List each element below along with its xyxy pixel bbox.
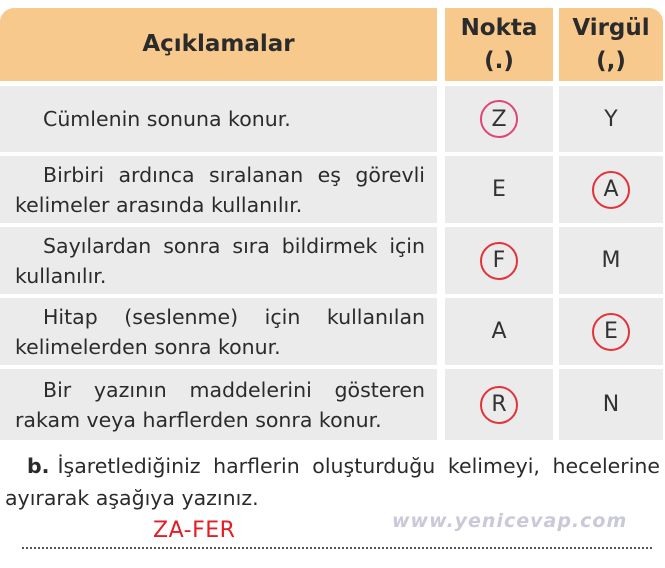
- row-comma-cell[interactable]: [559, 156, 663, 223]
- header-comma-symbol: (,): [596, 47, 626, 74]
- header-comma: [559, 8, 663, 81]
- period-letter-circled[interactable]: F: [480, 242, 518, 280]
- period-letter[interactable]: A: [491, 319, 507, 344]
- row-comma-cell[interactable]: [559, 369, 663, 440]
- handwritten-answer[interactable]: ZA-FER: [153, 518, 236, 543]
- row-comma-cell[interactable]: [559, 298, 663, 365]
- table-row: [0, 86, 665, 152]
- question-b-label: b.: [27, 454, 50, 478]
- row-period-cell[interactable]: [445, 369, 553, 440]
- period-letter-circled[interactable]: R: [480, 386, 518, 424]
- row-description: [0, 156, 437, 223]
- header-description-label: Açıklamalar: [142, 31, 295, 57]
- question-b: [5, 450, 660, 514]
- table-row: [0, 369, 665, 440]
- table-header: [0, 8, 665, 81]
- row-description-text: Birbiri ardınca sıralanan eş görevli kelimeler arasında kullanılır.: [15, 162, 425, 217]
- row-period-cell[interactable]: [445, 227, 553, 294]
- row-description-text: Bir yazının maddelerini gösteren rakam veya harflerden sonra konur.: [15, 377, 425, 432]
- row-description: [0, 86, 437, 152]
- table-row: [0, 227, 665, 294]
- row-period-cell[interactable]: [445, 86, 553, 152]
- row-description-text: Hitap (seslenme) için kullanılan kelimelerden sonra konur.: [15, 304, 425, 359]
- comma-letter[interactable]: M: [601, 248, 621, 273]
- comma-letter[interactable]: N: [602, 392, 620, 417]
- row-description: [0, 369, 437, 440]
- row-description-text: Cümlenin sonuna konur.: [43, 107, 291, 131]
- period-letter[interactable]: E: [492, 177, 506, 202]
- watermark: www.yenicevap.com: [392, 510, 628, 532]
- answer-dotted-line: [22, 547, 652, 549]
- row-period-cell[interactable]: [445, 156, 553, 223]
- comma-letter[interactable]: Y: [604, 106, 618, 132]
- header-description: [0, 8, 437, 81]
- comma-letter-circled[interactable]: E: [592, 313, 630, 351]
- period-letter-circled[interactable]: Z: [480, 100, 518, 138]
- row-comma-cell[interactable]: [559, 86, 663, 152]
- row-description-text: Sayılardan sonra sıra bildirmek için kullanılır.: [15, 233, 425, 288]
- table-row: [0, 298, 665, 365]
- header-comma-label: Virgül: [572, 14, 650, 41]
- row-description: [0, 298, 437, 365]
- comma-letter-circled[interactable]: A: [592, 171, 630, 209]
- row-description: [0, 227, 437, 294]
- question-b-text: İşaretlediğiniz harflerin oluşturduğu kelimeyi, hecelerine ayırarak aşağıya yazınız.: [5, 454, 660, 510]
- header-period: [445, 8, 553, 81]
- row-period-cell[interactable]: [445, 298, 553, 365]
- table-row: [0, 156, 665, 223]
- header-period-label: Nokta: [460, 14, 538, 41]
- row-comma-cell[interactable]: [559, 227, 663, 294]
- header-period-symbol: (.): [484, 47, 514, 74]
